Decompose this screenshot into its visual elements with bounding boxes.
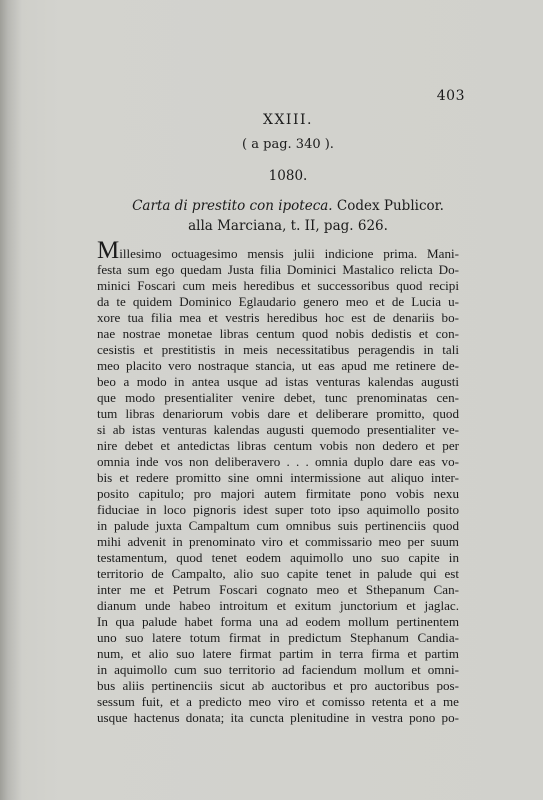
body-line: In qua palude habet forma una ad eodem mollum pertinentem [97,614,459,629]
body-line: bus aliis pertinenciis sicut ab auctoribus et pro auctoribus pos- [97,678,459,693]
page-reference: ( a pag. 340 ). [242,137,334,152]
body-line: mihi advenit in prenominato viro et commissario meo per suum [97,534,459,549]
body-line: dianum unde habeo introitum et exitum junctorium et jaglac. [97,598,459,613]
body-line: si ab istas venturas kalendas augusti quemodo presentialiter ve- [97,422,459,437]
body-line: meo placito vero nostraque stancia, ut eas apud me retinere de- [97,358,459,373]
body-line: in aquimollo cum suo territorio ad faciendum mollum et omni- [97,662,459,677]
body-line: in palude juxta Campaltum cum omnibus suis pertinenciis quod [97,518,459,533]
body-line: nae nostrae monetae libras centum quod nobis dedistis et con- [97,326,459,341]
document-title-italic: Carta di prestito con ipoteca. [132,198,333,214]
body-line: minici Foscari cum meis heredibus et successoribus quod recipi [97,278,459,293]
body-line: testamentum, quod tenet eodem aquimollo uno suo capite in [97,550,459,565]
body-line: que modo presentialiter venire debet, tunc prenominatas cen- [97,390,459,405]
body-line: nire debet et antedictas libras centum vobis non dedero et per [97,438,459,453]
body-line: beo a modo in antea usque ad istas venturas kalendas augusti [97,374,459,389]
drop-cap: M [97,237,120,264]
body-line: tum libras denariorum vobis dare et deliberare promitto, quod [97,406,459,421]
body-line: usque hactenus donata; ita cuncta plenitudine in vestra pono po- [97,710,459,725]
body-line: territorio de Campalto, alio suo capite tenet in palude qui est [97,566,459,581]
body-line: fiduciae in loco pignoris idest super toto ipso aquimollo posito [97,502,459,517]
body-line: Millesimo octuagesimo mensis julii indicione prima. Mani- [97,237,459,264]
document-year: 1080. [268,168,308,184]
body-line: bis et redere promitto sine omni intermissione aut aliquo inter- [97,470,459,485]
body-line: cesistis et prestitistis in meis necessitatibus peragendis in tali [97,342,459,357]
body-line: omnia inde vos non deliberavero . . . omnia duplo dare eas vo- [97,454,459,469]
body-line: xore tua filia mea et vestris heredibus hoc est de denariis bo- [97,310,459,325]
page-number: 403 [436,88,465,104]
document-title-source: Codex Publicor. [332,198,444,214]
body-line: uno suo latere totum firmat in predictum Stephanum Candia- [97,630,459,645]
body-line: inter me et Petrum Foscari cognato meo et Sthepanum Can- [97,582,459,597]
body-line: da te quidem Dominico Eglaudario genero meo et de Lucia u- [97,294,459,309]
body-line: sessum fuit, et a predicto meo viro et comisso retenta et a me [97,694,459,709]
body-line: num, et alio suo latere firmat partim in terra firma et partim [97,646,459,661]
document-title-line2: alla Marciana, t. II, pag. 626. [188,218,388,234]
document-number: XXIII. [263,112,313,128]
body-line: posito capitulo; pro majori autem firmitate pono vobis nexu [97,486,459,501]
body-line: festa sum ego quedam Justa filia Dominici Mastalico relicta Do- [97,262,459,277]
document-title [118,198,458,214]
body-text [97,237,459,726]
